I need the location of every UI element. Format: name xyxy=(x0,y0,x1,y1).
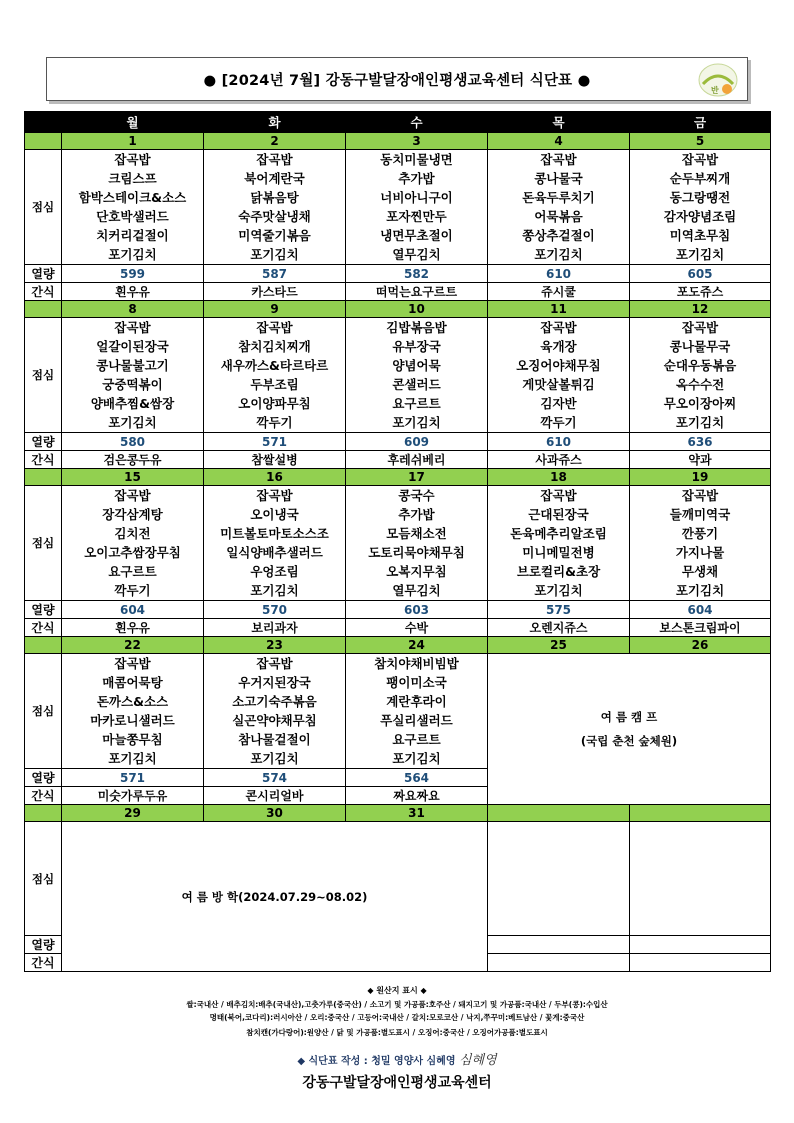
empty-cell xyxy=(488,954,630,972)
writer-signature: 심혜영 xyxy=(458,1053,497,1068)
snack-value: 참쌀설병 xyxy=(204,451,346,469)
date-row xyxy=(25,637,771,654)
lunch-items xyxy=(204,150,345,264)
menu-item: 옥수수전 xyxy=(675,377,725,392)
snack-value: 쥬시쿨 xyxy=(488,283,630,301)
lunch-menu-cell xyxy=(630,150,771,265)
kcal-value: 610 xyxy=(488,265,630,283)
menu-item: 잡곡밥 xyxy=(681,152,719,167)
kcal-value: 570 xyxy=(204,601,346,619)
lunch-label: 점심 xyxy=(25,318,62,433)
menu-item: 콩국수 xyxy=(398,488,435,503)
snack-value: 카스타드 xyxy=(204,283,346,301)
header-corner xyxy=(25,112,62,133)
date-cell: 16 xyxy=(204,469,346,486)
kcal-value: 587 xyxy=(204,265,346,283)
lunch-items xyxy=(488,150,629,264)
empty-cell xyxy=(630,954,771,972)
weekday-cell: 수 xyxy=(346,112,488,133)
menu-item: 요구르트 xyxy=(392,732,441,747)
lunch-items xyxy=(488,318,629,432)
menu-item: 김밥볶음밥 xyxy=(386,320,447,335)
menu-item: 브로컬리&초장 xyxy=(516,564,601,579)
menu-item: 닭볶음탕 xyxy=(250,190,299,205)
empty-cell xyxy=(630,936,771,954)
date-cell: 11 xyxy=(488,301,630,318)
menu-item: 유부장국 xyxy=(392,339,441,354)
kcal-value: 636 xyxy=(630,433,771,451)
date-cell: 9 xyxy=(204,301,346,318)
menu-item: 추가밥 xyxy=(398,507,435,522)
date-cell: 15 xyxy=(62,469,204,486)
menu-item: 깍두기 xyxy=(114,583,151,598)
menu-item: 소고기숙주볶음 xyxy=(232,694,317,709)
menu-item: 크림스프 xyxy=(108,171,157,186)
date-cell xyxy=(488,805,630,822)
weekday-header-row xyxy=(25,112,771,133)
date-cell: 1 xyxy=(62,133,204,150)
kcal-label: 열량 xyxy=(25,601,62,619)
date-cell: 5 xyxy=(630,133,771,150)
kcal-value: 582 xyxy=(346,265,488,283)
lunch-row xyxy=(25,150,771,265)
writer-line xyxy=(0,1049,794,1068)
snack-value: 흰우유 xyxy=(62,283,204,301)
snack-row xyxy=(25,451,771,469)
snack-label: 간식 xyxy=(25,787,62,805)
menu-item: 미역초무침 xyxy=(669,228,731,243)
menu-item: 너비아니구이 xyxy=(380,190,453,205)
snack-value: 보스톤크림파이 xyxy=(630,619,771,637)
kcal-row xyxy=(25,265,771,283)
snack-label: 간식 xyxy=(25,619,62,637)
date-row-label xyxy=(25,133,62,150)
menu-item: 콩나물무국 xyxy=(669,339,731,354)
lunch-label: 점심 xyxy=(25,150,62,265)
lunch-menu-cell xyxy=(346,318,488,433)
date-cell: 30 xyxy=(204,805,346,822)
menu-item: 잡곡밥 xyxy=(114,152,151,167)
kcal-value: 564 xyxy=(346,769,488,787)
menu-item: 팽이미소국 xyxy=(386,675,447,690)
origin-title: ◆ 원산지 표시 ◆ xyxy=(367,986,427,995)
lunch-label: 점심 xyxy=(25,822,62,936)
menu-item: 참치야채비빔밥 xyxy=(374,656,459,671)
menu-item: 포기김치 xyxy=(250,751,299,766)
lunch-menu-cell xyxy=(204,318,346,433)
menu-item: 열무김치 xyxy=(392,583,441,598)
kcal-label: 열량 xyxy=(25,433,62,451)
snack-value: 수박 xyxy=(346,619,488,637)
menu-item: 포기김치 xyxy=(108,247,157,262)
snack-value: 콘시리얼바 xyxy=(204,787,346,805)
lunch-menu-cell xyxy=(488,486,630,601)
kcal-value: 575 xyxy=(488,601,630,619)
menu-table xyxy=(24,111,771,972)
menu-item: 오이양파무침 xyxy=(238,396,311,411)
date-cell: 4 xyxy=(488,133,630,150)
lunch-items xyxy=(630,318,770,432)
menu-item: 잡곡밥 xyxy=(256,320,293,335)
snack-value: 약과 xyxy=(630,451,771,469)
menu-item: 콩나물국 xyxy=(534,171,583,186)
menu-item: 근대된장국 xyxy=(528,507,589,522)
menu-item: 단호박샐러드 xyxy=(96,209,169,224)
kcal-value: 604 xyxy=(630,601,771,619)
menu-item: 쫑상추겉절이 xyxy=(522,228,595,243)
menu-item: 잡곡밥 xyxy=(256,656,293,671)
lunch-menu-cell xyxy=(62,654,204,769)
snack-value: 사과쥬스 xyxy=(488,451,630,469)
lunch-menu-cell xyxy=(204,654,346,769)
menu-item: 순대우동볶음 xyxy=(663,358,737,373)
menu-item: 치커리겉절이 xyxy=(96,228,169,243)
lunch-items xyxy=(346,486,487,600)
lunch-items xyxy=(62,318,203,432)
menu-item: 잡곡밥 xyxy=(256,152,293,167)
origin-line: 참치캔(가다랑어):원양산 / 닭 및 가공품:별도표시 / 오징어:중국산 / 오징어가공품:별도표시 xyxy=(246,1028,548,1037)
menu-item: 계란후라이 xyxy=(386,694,447,709)
empty-cell xyxy=(488,936,630,954)
menu-item: 새우까스&타르타르 xyxy=(220,358,329,373)
lunch-menu-cell xyxy=(62,318,204,433)
menu-item: 오징어야채무침 xyxy=(516,358,601,373)
summer-camp-cell xyxy=(488,654,771,805)
menu-item: 잡곡밥 xyxy=(540,152,577,167)
date-cell: 29 xyxy=(62,805,204,822)
summer-vacation-cell: 여 름 방 학(2024.07.29~08.02) xyxy=(62,822,488,972)
snack-value: 오렌지쥬스 xyxy=(488,619,630,637)
date-row-label xyxy=(25,469,62,486)
menu-item: 참나물겉절이 xyxy=(238,732,311,747)
menu-item: 오이냉국 xyxy=(250,507,299,522)
menu-item: 포기김치 xyxy=(108,751,157,766)
menu-item: 들깨미역국 xyxy=(669,507,731,522)
menu-item: 잡곡밥 xyxy=(256,488,293,503)
snack-label: 간식 xyxy=(25,283,62,301)
menu-item: 오복지무침 xyxy=(386,564,447,579)
kcal-value: 603 xyxy=(346,601,488,619)
menu-item: 포기김치 xyxy=(675,583,725,598)
menu-item: 오이고추쌈장무침 xyxy=(84,545,181,560)
lunch-menu-cell xyxy=(488,150,630,265)
menu-item: 깍두기 xyxy=(540,415,577,430)
lunch-menu-cell xyxy=(62,150,204,265)
menu-item: 일식양배추샐러드 xyxy=(226,545,323,560)
menu-item: 잡곡밥 xyxy=(114,656,151,671)
lunch-menu-cell xyxy=(204,150,346,265)
lunch-menu-cell xyxy=(346,486,488,601)
lunch-menu-cell xyxy=(346,654,488,769)
date-cell: 8 xyxy=(62,301,204,318)
kcal-value: 610 xyxy=(488,433,630,451)
lunch-items xyxy=(346,318,487,432)
menu-item: 요구르트 xyxy=(392,396,441,411)
menu-item: 포기김치 xyxy=(392,415,441,430)
lunch-items xyxy=(62,654,203,768)
lunch-items xyxy=(62,486,203,600)
menu-item: 미니메밀전병 xyxy=(522,545,595,560)
lunch-row xyxy=(25,486,771,601)
menu-item: 궁중떡볶이 xyxy=(102,377,163,392)
weekday-cell: 목 xyxy=(488,112,630,133)
empty-cell xyxy=(488,822,630,936)
date-cell: 23 xyxy=(204,637,346,654)
menu-item: 양념어묵 xyxy=(392,358,441,373)
kcal-row xyxy=(25,601,771,619)
kcal-value: 604 xyxy=(62,601,204,619)
kcal-value: 571 xyxy=(204,433,346,451)
menu-item: 동치미물냉면 xyxy=(380,152,453,167)
menu-item: 콘샐러드 xyxy=(392,377,441,392)
snack-value: 포도쥬스 xyxy=(630,283,771,301)
menu-item: 참치김치찌개 xyxy=(238,339,311,354)
menu-item: 잡곡밥 xyxy=(540,488,577,503)
menu-item: 무생채 xyxy=(681,564,719,579)
menu-item: 열무김치 xyxy=(392,247,441,262)
lunch-items xyxy=(488,486,629,600)
menu-item: 돈육메추리알조림 xyxy=(510,526,607,541)
lunch-items xyxy=(204,654,345,768)
kcal-value: 571 xyxy=(62,769,204,787)
menu-item: 돈까스&소스 xyxy=(96,694,169,709)
date-row xyxy=(25,805,771,822)
kcal-value: 599 xyxy=(62,265,204,283)
date-cell: 24 xyxy=(346,637,488,654)
date-cell: 26 xyxy=(630,637,771,654)
kcal-value: 574 xyxy=(204,769,346,787)
date-cell: 18 xyxy=(488,469,630,486)
menu-item: 포기김치 xyxy=(250,247,299,262)
snack-value: 후레쉬베리 xyxy=(346,451,488,469)
kcal-label: 열량 xyxy=(25,936,62,954)
date-row xyxy=(25,301,771,318)
menu-item: 모듬채소전 xyxy=(386,526,447,541)
lunch-label: 점심 xyxy=(25,486,62,601)
date-cell: 17 xyxy=(346,469,488,486)
snack-label: 간식 xyxy=(25,451,62,469)
menu-item: 푸실리샐러드 xyxy=(380,713,453,728)
menu-item: 포기김치 xyxy=(675,247,725,262)
lunch-row xyxy=(25,654,771,769)
menu-item: 잡곡밥 xyxy=(681,320,719,335)
svg-text:반: 반 xyxy=(711,86,719,95)
weekday-cell: 화 xyxy=(204,112,346,133)
menu-item: 추가밥 xyxy=(398,171,435,186)
lunch-items xyxy=(62,150,203,264)
kcal-row xyxy=(25,433,771,451)
lunch-menu-cell xyxy=(630,318,771,433)
center-logo xyxy=(697,62,739,98)
lunch-items xyxy=(204,486,345,600)
date-row-label xyxy=(25,301,62,318)
kcal-value: 605 xyxy=(630,265,771,283)
menu-item: 콩나물불고기 xyxy=(96,358,169,373)
menu-item: 돈육두루치기 xyxy=(522,190,595,205)
date-row xyxy=(25,133,771,150)
origin-line: 쌀:국내산 / 배추김치:배추(국내산),고춧가루(중국산) / 소고기 및 가공품:호주산 / 돼지고기 및 가공품:국내산 / 두부(콩):수입산 xyxy=(186,1000,608,1009)
menu-item: 냉면무초절이 xyxy=(380,228,453,243)
date-cell: 31 xyxy=(346,805,488,822)
menu-item: 어묵볶음 xyxy=(534,209,583,224)
writer-text: ◆ 식단표 작성 : 청밀 영양사 심혜영 xyxy=(297,1056,456,1067)
kcal-value: 609 xyxy=(346,433,488,451)
weekday-cell: 금 xyxy=(630,112,771,133)
menu-item: 잡곡밥 xyxy=(114,320,151,335)
date-row xyxy=(25,469,771,486)
date-cell: 22 xyxy=(62,637,204,654)
menu-item: 미역줄기볶음 xyxy=(238,228,311,243)
weekday-cell: 월 xyxy=(62,112,204,133)
menu-item: 무오이장아찌 xyxy=(663,396,737,411)
snack-value: 보리과자 xyxy=(204,619,346,637)
lunch-items xyxy=(346,654,487,768)
camp-title: 여 름 캠 프 xyxy=(600,710,658,724)
snack-value: 흰우유 xyxy=(62,619,204,637)
snack-value: 짜요짜요 xyxy=(346,787,488,805)
empty-cell xyxy=(630,822,771,936)
lunch-menu-cell xyxy=(62,486,204,601)
menu-item: 게맛살볼튀김 xyxy=(522,377,595,392)
lunch-menu-cell xyxy=(488,318,630,433)
menu-item: 마카로니샐러드 xyxy=(90,713,175,728)
lunch-row xyxy=(25,318,771,433)
date-cell: 2 xyxy=(204,133,346,150)
menu-item: 우거지된장국 xyxy=(238,675,311,690)
menu-item: 김치전 xyxy=(114,526,151,541)
menu-item: 도토리묵야채무침 xyxy=(368,545,465,560)
date-cell: 19 xyxy=(630,469,771,486)
menu-item: 잡곡밥 xyxy=(681,488,719,503)
menu-item: 마늘쫑무침 xyxy=(102,732,163,747)
date-cell: 10 xyxy=(346,301,488,318)
menu-item: 포기김치 xyxy=(392,751,441,766)
lunch-items xyxy=(204,318,345,432)
menu-item: 감자양념조림 xyxy=(663,209,737,224)
menu-item: 포기김치 xyxy=(534,247,583,262)
lunch-items xyxy=(630,150,770,264)
menu-item: 포기김치 xyxy=(250,583,299,598)
lunch-menu-cell xyxy=(346,150,488,265)
menu-item: 장각삼계탕 xyxy=(102,507,163,522)
title-box xyxy=(46,57,748,101)
menu-item: 순두부찌개 xyxy=(669,171,731,186)
menu-item: 육개장 xyxy=(540,339,577,354)
kcal-label: 열량 xyxy=(25,265,62,283)
menu-item: 김자반 xyxy=(540,396,577,411)
date-cell: 3 xyxy=(346,133,488,150)
menu-item: 깍두기 xyxy=(256,415,293,430)
date-cell: 25 xyxy=(488,637,630,654)
kcal-label: 열량 xyxy=(25,769,62,787)
menu-item: 요구르트 xyxy=(108,564,157,579)
lunch-items xyxy=(630,486,770,600)
menu-item: 가지나물 xyxy=(675,545,725,560)
menu-item: 포기김치 xyxy=(675,415,725,430)
lunch-label: 점심 xyxy=(25,654,62,769)
menu-item: 북어계란국 xyxy=(244,171,305,186)
snack-value: 검은콩두유 xyxy=(62,451,204,469)
menu-item: 양배추찜&쌈장 xyxy=(90,396,175,411)
menu-item: 숙주맛살냉채 xyxy=(238,209,311,224)
menu-item: 잡곡밥 xyxy=(114,488,151,503)
camp-location: (국립 춘천 숲체원) xyxy=(580,734,678,748)
menu-item: 잡곡밥 xyxy=(540,320,577,335)
menu-item: 매콤어묵탕 xyxy=(102,675,163,690)
date-row-label xyxy=(25,637,62,654)
menu-item: 미트볼토마토소스조 xyxy=(220,526,329,541)
menu-item: 동그랑땡전 xyxy=(669,190,731,205)
date-cell: 12 xyxy=(630,301,771,318)
lunch-menu-cell xyxy=(630,486,771,601)
date-cell xyxy=(630,805,771,822)
menu-item: 포기김치 xyxy=(534,583,583,598)
snack-row xyxy=(25,283,771,301)
menu-item: 함박스테이크&소스 xyxy=(78,190,187,205)
menu-item: 실곤약야채무침 xyxy=(232,713,317,728)
lunch-items xyxy=(346,150,487,264)
menu-item: 우엉조림 xyxy=(250,564,299,579)
center-name: 강동구발달장애인평생교육센터 xyxy=(302,1075,492,1091)
snack-value: 떠먹는요구르트 xyxy=(346,283,488,301)
page-title: ● [2024년 7월] 강동구발달장애인평생교육센터 식단표 ● xyxy=(203,72,591,89)
snack-row xyxy=(25,619,771,637)
menu-item: 얼갈이된장국 xyxy=(96,339,169,354)
menu-item: 깐풍기 xyxy=(681,526,719,541)
snack-value: 미숫가루두유 xyxy=(62,787,204,805)
menu-item: 포기김치 xyxy=(108,415,157,430)
menu-item: 포자찐만두 xyxy=(386,209,447,224)
snack-label: 간식 xyxy=(25,954,62,972)
menu-item: 두부조림 xyxy=(250,377,299,392)
kcal-value: 580 xyxy=(62,433,204,451)
lunch-row xyxy=(25,822,771,936)
origin-line: 명태(북어,코다리):러시아산 / 오리:중국산 / 고등어:국내산 / 갈치:모로코산 / 낙지,쭈꾸미:베트남산 / 꽃게:중국산 xyxy=(209,1013,585,1022)
lunch-menu-cell xyxy=(204,486,346,601)
date-row-label xyxy=(25,805,62,822)
